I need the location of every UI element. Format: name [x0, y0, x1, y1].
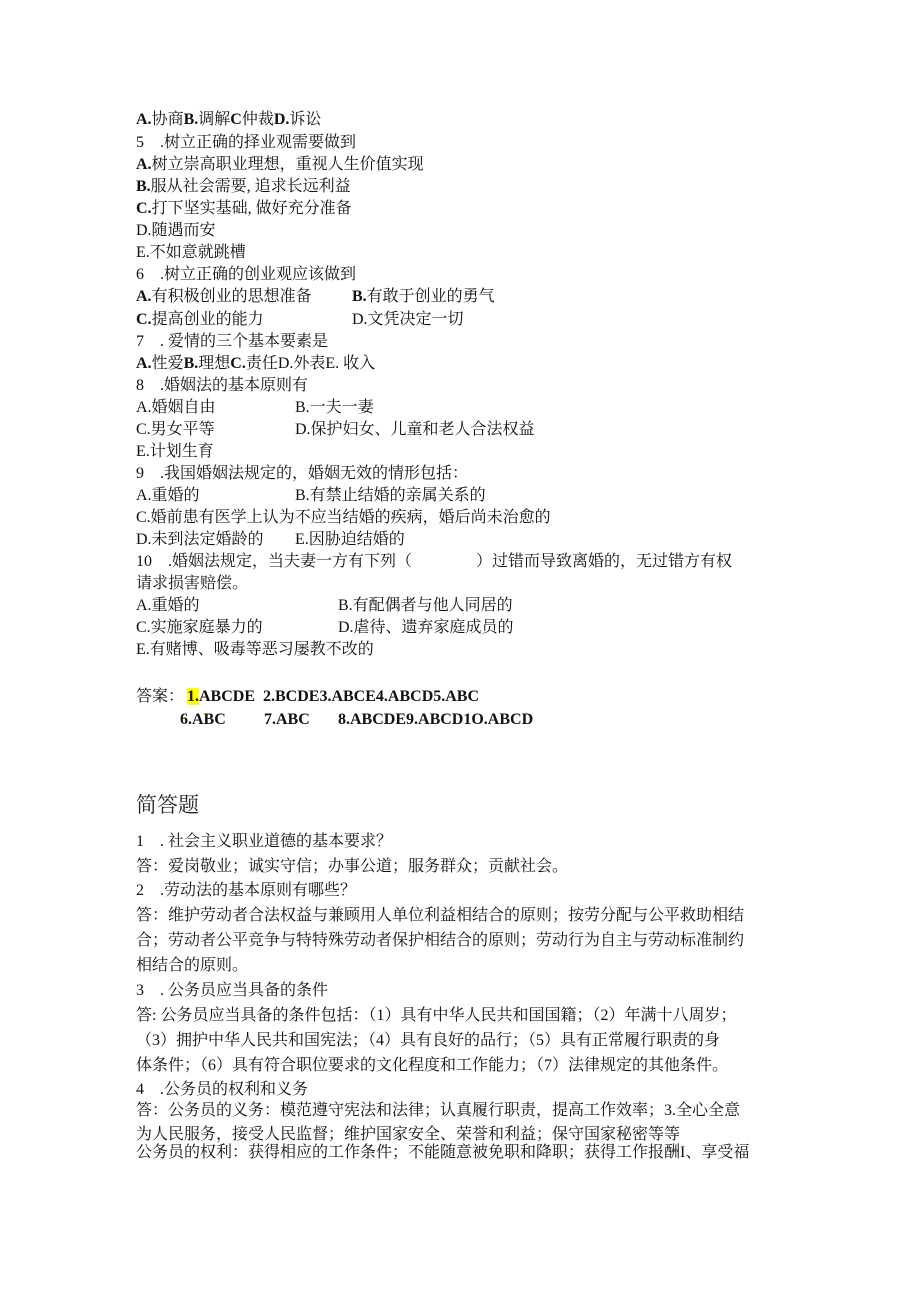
- text-segment: （3）拥护中华人民共和国宪法；（4）具有良好的品行；（5）具有正常履行职责的身: [136, 1032, 721, 1049]
- text-cell: [136, 332, 328, 352]
- text-segment: 7.ABC: [264, 711, 310, 728]
- text-cell: [136, 508, 551, 528]
- text-segment: 调解: [198, 111, 231, 128]
- text-segment: 有积极创业的思想准备: [151, 288, 312, 305]
- text-segment: 提高创业的能力: [151, 311, 264, 328]
- text-segment: A.婚姻自由: [136, 399, 216, 416]
- text-cell: [136, 1101, 740, 1121]
- text-segment: 1 . 社会主义职业道德的基本要求？: [136, 833, 393, 850]
- text-segment: 为人民服务，接受人民监督；维护国家安全、荣誉和利益；保守国家秘密等等: [136, 1126, 681, 1143]
- text-cell: [136, 1080, 308, 1100]
- text-cell: [136, 574, 248, 594]
- text-cell: [136, 596, 200, 616]
- text-cell: [136, 376, 308, 396]
- text-segment: 答: 公务员应当具备的条件包括：（1）具有中华人民共和国国籍；（2）年满十八周岁；: [136, 1007, 737, 1024]
- text-cell: [136, 287, 312, 307]
- text-segment: A.重婚的: [136, 597, 200, 614]
- text-segment: E.因胁迫结婚的: [295, 531, 405, 548]
- text-cell: [136, 552, 732, 572]
- text-segment: 体条件；（6）具有符合职位要求的文化程度和工作能力；（7）法律规定的其他条件。: [136, 1057, 729, 1074]
- text-segment: C.: [230, 355, 246, 372]
- text-segment: ABCDE: [199, 688, 256, 705]
- text-cell: [136, 265, 356, 285]
- text-cell: [136, 221, 216, 241]
- text-segment: A.: [136, 156, 152, 173]
- text-cell: [136, 832, 392, 852]
- text-segment: D.虐待、遗弃家庭成员的: [338, 619, 514, 636]
- text-cell: [136, 1143, 749, 1163]
- text-segment: B.一夫一妻: [295, 399, 374, 416]
- highlighted-text: 1.: [187, 688, 199, 705]
- text-segment: C: [230, 111, 242, 128]
- text-cell: [136, 177, 351, 197]
- text-segment: C.: [136, 200, 152, 217]
- text-cell: [180, 710, 226, 730]
- text-cell: [295, 486, 486, 506]
- text-segment: 8.ABCDE9.ABCD1O.ABCD: [338, 711, 534, 728]
- text-segment: C.实施家庭暴力的: [136, 619, 263, 636]
- text-cell: [136, 133, 356, 153]
- text-segment: E.有赌博、吸毒等恶习屡教不改的: [136, 641, 374, 658]
- text-segment: 6 .树立正确的创业观应该做到: [136, 266, 357, 283]
- text-cell: [136, 110, 321, 130]
- text-segment: A.: [136, 111, 152, 128]
- text-segment: B.: [183, 355, 199, 372]
- text-segment: 相结合的原则。: [136, 957, 249, 974]
- text-cell: [136, 310, 264, 330]
- text-cell: [136, 398, 216, 418]
- text-segment: 2 .劳动法的基本原则有哪些？: [136, 882, 357, 899]
- text-segment: 有敢于创业的勇气: [366, 288, 495, 305]
- text-segment: B.有配偶者与他人同居的: [338, 597, 513, 614]
- text-cell: [136, 857, 568, 877]
- text-segment: 8 .婚姻法的基本原则有: [136, 377, 309, 394]
- text-segment: 4 .公务员的权利和义务: [136, 1081, 309, 1098]
- text-cell: [136, 442, 214, 462]
- text-segment: 3 . 公务员应当具备的条件: [136, 982, 329, 999]
- text-cell: [136, 906, 744, 926]
- text-cell: [136, 420, 215, 440]
- text-cell: [295, 420, 535, 440]
- text-segment: D.文凭决定一切: [352, 311, 464, 328]
- text-cell: [136, 486, 200, 506]
- text-segment: 仲裁: [241, 111, 274, 128]
- short-answer-heading: 简答题: [136, 793, 199, 817]
- text-segment: A.: [136, 288, 152, 305]
- text-segment: 公务员的权利：获得相应的工作条件；不能随意被免职和降职；获得工作报酬I、享受福: [136, 1144, 750, 1161]
- text-segment: 请求损害赔偿。: [136, 575, 249, 592]
- text-segment: 5 .树立正确的择业观需要做到: [136, 134, 357, 151]
- text-cell: [338, 618, 514, 638]
- text-segment: D.随遇而安: [136, 222, 216, 239]
- text-cell: [136, 881, 356, 901]
- text-segment: D.未到法定婚龄的: [136, 531, 264, 548]
- text-cell: [263, 687, 479, 707]
- text-segment: 2.BCDE3.ABCE4.ABCD5.ABC: [263, 688, 480, 705]
- text-cell: [136, 931, 744, 951]
- text-segment: B.有禁止结婚的亲属关系的: [295, 487, 486, 504]
- text-cell: [136, 618, 263, 638]
- text-segment: B.: [136, 178, 151, 195]
- text-segment: 7 . 爱情的三个基本要素是: [136, 333, 329, 350]
- text-segment: C.男女平等: [136, 421, 215, 438]
- text-cell: [136, 243, 246, 263]
- text-segment: 协商: [151, 111, 184, 128]
- text-segment: D.保护妇女、儿童和老人合法权益: [295, 421, 535, 438]
- text-segment: 答：公务员的义务：模范遵守宪法和法律；认真履行职责，提高工作效率；3.全心全意: [136, 1102, 741, 1119]
- text-cell: [136, 199, 352, 219]
- text-segment: 答：爱岗敬业；诚实守信；办事公道；服务群众；贡献社会。: [136, 858, 569, 875]
- text-segment: A.: [136, 355, 152, 372]
- text-segment: 树立崇高职业理想，重视人生价值实现: [151, 156, 424, 173]
- text-cell: [136, 464, 468, 484]
- text-cell: [136, 354, 375, 374]
- text-segment: 答案：: [136, 688, 185, 705]
- text-segment: E.计划生育: [136, 443, 214, 460]
- text-cell: [136, 1125, 680, 1145]
- text-cell: [136, 687, 184, 707]
- text-cell: [136, 530, 264, 550]
- text-segment: 性爱: [151, 355, 184, 372]
- text-segment: 责任D.外表E. 收入: [245, 355, 376, 372]
- text-cell: [136, 956, 248, 976]
- text-cell: [136, 1006, 736, 1026]
- text-segment: 答：维护劳动者合法权益与兼顾用人单位利益相结合的原则；按劳分配与公平救助相结: [136, 907, 745, 924]
- text-segment: 诉讼: [289, 111, 322, 128]
- text-segment: 9 .我国婚姻法规定的，婚姻无效的情形包括：: [136, 465, 469, 482]
- text-segment: 服从社会需要, 追求长远利益: [150, 178, 351, 195]
- text-segment: 6.ABC: [180, 711, 226, 728]
- text-cell: [136, 1056, 728, 1076]
- text-cell: [187, 687, 255, 707]
- text-cell: [338, 710, 533, 730]
- text-cell: [136, 981, 328, 1001]
- text-cell: [352, 310, 464, 330]
- text-cell: [338, 596, 513, 616]
- text-segment: 10 .婚姻法规定，当夫妻一方有下列（ ）过错而导致离婚的，无过错方有权: [136, 553, 733, 570]
- text-segment: B.: [183, 111, 199, 128]
- text-segment: 打下坚实基础, 做好充分准备: [151, 200, 352, 217]
- text-segment: C.: [136, 311, 152, 328]
- text-cell: [264, 710, 310, 730]
- text-segment: B.: [352, 288, 367, 305]
- text-cell: [352, 287, 495, 307]
- text-cell: [136, 1031, 720, 1051]
- text-segment: E.不如意就跳槽: [136, 244, 246, 261]
- text-segment: 合；劳动者公平竞争与特特殊劳动者保护相结合的原则；劳动行为自主与劳动标准制约: [136, 932, 745, 949]
- text-cell: [295, 530, 405, 550]
- text-segment: D.: [273, 111, 290, 128]
- text-segment: 理想: [198, 355, 231, 372]
- text-cell: [136, 640, 374, 660]
- text-cell: [295, 398, 374, 418]
- text-cell: [136, 155, 424, 175]
- text-segment: C.婚前患有医学上认为不应当结婚的疾病，婚后尚未治愈的: [136, 509, 551, 526]
- text-segment: A.重婚的: [136, 487, 200, 504]
